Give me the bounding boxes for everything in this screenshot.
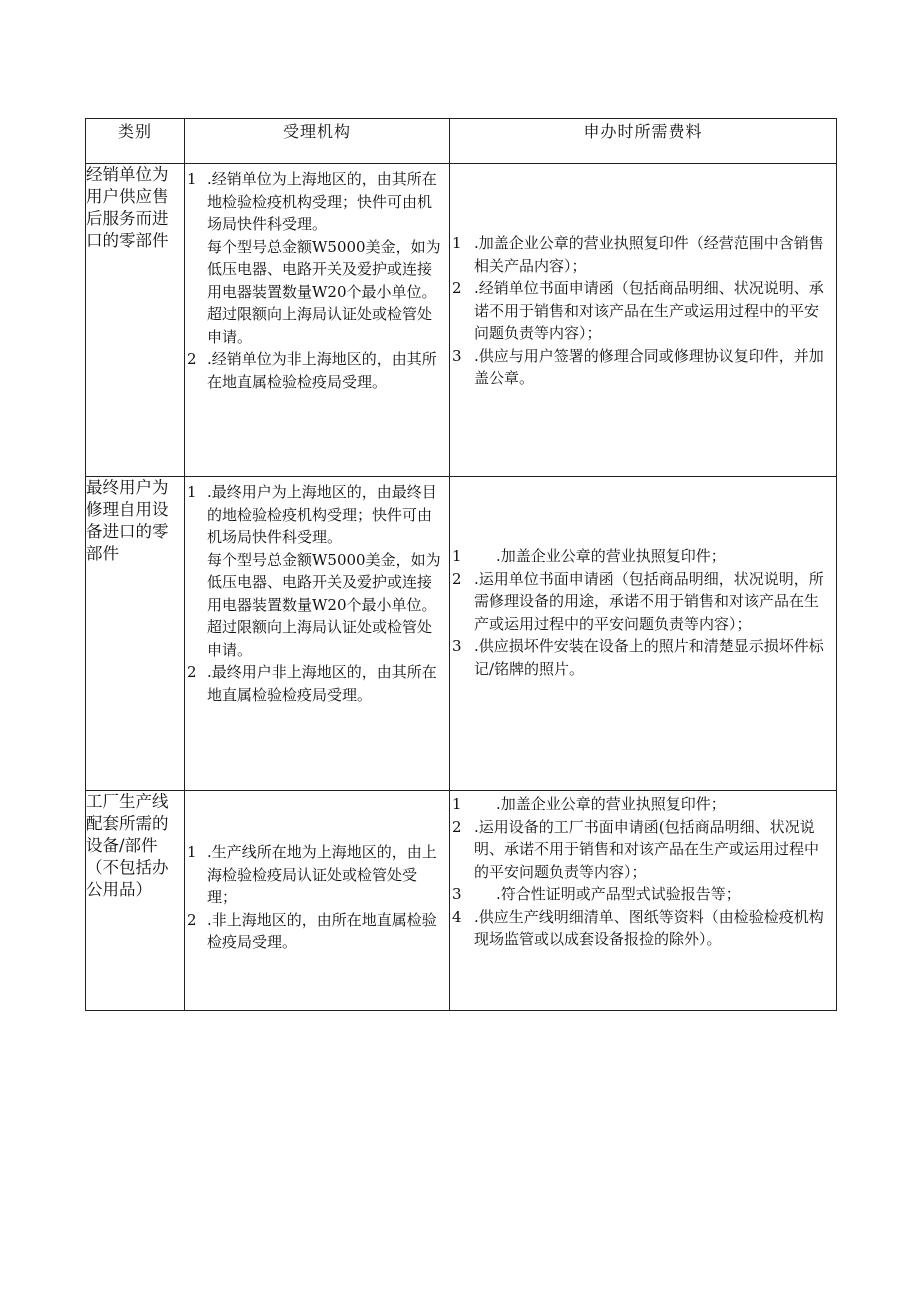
document-table — [85, 118, 837, 1011]
agency-item: 1 .最终用户为上海地区的，由最终目的地检验检疫机构受理；快件可由机场局快件科受理。 — [187, 483, 437, 546]
document-item: 2 .运用设备的工厂书面申请函(包括商品明细、状况说明、承诺不用于销售和对该产品在生产或运用过程中的平安问题负责等内容）； — [452, 817, 820, 881]
agency-cell — [185, 477, 450, 791]
agency-item: 1 .生产线所在地为上海地区的，由上海检验检疫局认证处或检管处受理； — [187, 843, 437, 906]
agency-cell — [185, 791, 450, 1011]
document-item: 2 .运用单位书面申请函（包括商品明细，状况说明，所需修理设备的用途，承诺不用于销售和对该产品在生产或运用过程中的平安问题负责等内容）； — [452, 569, 824, 633]
agency-item-continuation: 每个型号总金额W5000美金，如为低压电器、电路开关及爱护或连接用电器装置数量W20个最小单位。超过限额向上海局认证处或检管处申请。 — [207, 550, 441, 659]
agency-item: 2 .经销单位为非上海地区的，由其所在地直属检验检疫局受理。 — [187, 350, 437, 391]
document-item: 3 .供应损坏件安装在设备上的照片和清楚显示损坏件标记/铭牌的照片。 — [452, 637, 824, 678]
documents-cell — [450, 791, 837, 1011]
agency-item-continuation: 每个型号总金额W5000美金，如为低压电器、电路开关及爱护或连接用电器装置数量W20个最小单位。超过限额向上海局认证处或检管处申请。 — [207, 237, 441, 346]
agency-cell — [185, 164, 450, 477]
agency-item: 2 .最终用户非上海地区的，由其所在地直属检验检疫局受理。 — [187, 663, 437, 704]
header-documents: 申办时所需费料 — [450, 119, 837, 164]
category-cell: 工厂生产线配套所需的设备/部件（不包括办公用品） — [86, 791, 185, 1011]
documents-cell — [450, 164, 837, 477]
document-item: 1 .加盖企业公章的营业执照复印件； — [452, 547, 726, 565]
header-category: 类别 — [86, 119, 185, 164]
document-item: 2 .经销单位书面申请函（包括商品明细、状况说明、承诺不用于销售和对该产品在生产或运用过程中的平安问题负责等内容）； — [452, 279, 824, 342]
table-row — [86, 477, 837, 791]
document-item: 1 .加盖企业公章的营业执照复印件； — [452, 795, 726, 813]
category-cell: 经销单位为用户供应售后服务而进口的零部件 — [86, 164, 185, 477]
header-agency: 受理机构 — [185, 119, 450, 164]
document-item: 1 .加盖企业公章的营业执照复印件（经营范围中含销售相关产品内容）； — [452, 234, 824, 275]
document-item: 3 .供应与用户签署的修理合同或修理协议复印件，并加盖公章。 — [452, 346, 824, 387]
documents-cell — [450, 477, 837, 791]
agency-item: 1 .经销单位为上海地区的，由其所在地检验检疫机构受理；快件可由机场局快件科受理。 — [187, 170, 437, 233]
table-row — [86, 791, 837, 1011]
agency-item: 2 .非上海地区的，由所在地直属检验检疫局受理。 — [187, 910, 437, 951]
document-item: 4 .供应生产线明细清单、图纸等资料（由检验检疫机构现场监管或以成套设备报捡的除外）。 — [452, 907, 824, 948]
table-row — [86, 164, 837, 477]
document-item: 3 .符合性证明或产品型式试验报告等； — [452, 885, 741, 903]
category-cell: 最终用户为修理自用设备进口的零部件 — [86, 477, 185, 791]
header-row — [86, 119, 837, 164]
